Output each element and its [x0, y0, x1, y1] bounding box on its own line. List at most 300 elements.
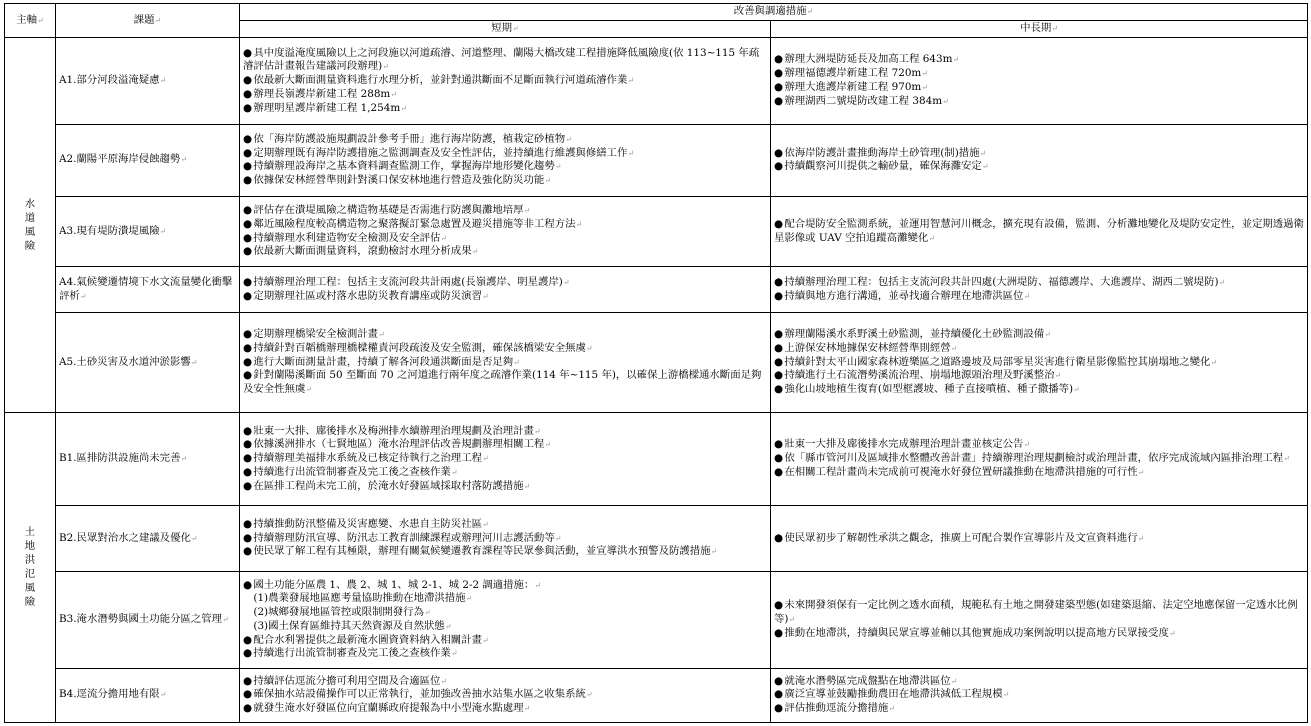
mid-long-term-measure-text: 辦理大洲堤防延長及加高工程 643m — [784, 53, 953, 66]
short-term-cell — [240, 572, 771, 669]
mid-long-term-cell — [771, 312, 1308, 413]
paragraph-mark-icon: ↵ — [710, 547, 718, 557]
bullet-icon: ● — [774, 702, 784, 715]
mid-long-term-cell — [771, 267, 1308, 312]
topic-cell — [56, 38, 240, 124]
paragraph-mark-icon: ↵ — [888, 704, 895, 714]
paragraph-mark-icon: ↵ — [1073, 385, 1080, 395]
paragraph-mark-icon: ↵ — [79, 291, 87, 301]
mid-long-term-measure-item — [774, 276, 1304, 290]
mid-long-term-measures-list — [774, 532, 1304, 546]
table-row — [5, 197, 1308, 267]
short-term-measures-list — [243, 518, 767, 559]
short-term-measure-text: 依「海岸防護設施規劃設計參考手冊」進行海岸防護，植栽定砂植物 — [253, 132, 566, 145]
mid-long-term-measure-text: 在相關工程計畫尚未完成前可視淹水好發位置研議推動在地滯洪措施的可行性 — [784, 465, 1138, 478]
axis-label: 水道風險 — [24, 197, 36, 252]
bullet-icon: ● — [243, 341, 253, 354]
mid-long-term-measure-item — [774, 438, 1304, 452]
paragraph-mark-icon: ↵ — [513, 357, 520, 367]
paragraph-mark-icon: ↵ — [1218, 277, 1226, 287]
bullet-icon: ● — [243, 328, 253, 341]
axis-cell — [5, 413, 56, 723]
mid-long-term-measure-text: 強化山坡地植生復育(如型框護坡、種子直接噴植、種子撒播等) — [784, 383, 1074, 396]
bullet-icon: ● — [774, 383, 784, 396]
short-term-measure-item — [243, 174, 767, 188]
short-term-measure-item — [243, 466, 767, 480]
topic-label: A4.氣候變遷情境下水文流量變化衝擊評析 — [59, 275, 233, 302]
short-term-measure-text: 定期辦理橋梁安全檢測計畫 — [253, 328, 379, 341]
mid-long-term-measure-text: 推動在地滯洪，持續與民眾宣導並輔以其他實施成功案例說明以提高地方民眾接受度 — [784, 626, 1169, 639]
short-term-measure-item — [243, 160, 767, 174]
topic-label: A3.現有堤防潰堤風險 — [59, 224, 160, 237]
paragraph-mark-icon: ↵ — [190, 533, 198, 543]
mid-long-term-measure-item — [774, 160, 1304, 174]
bullet-icon: ● — [243, 517, 253, 530]
short-term-measure-item — [243, 688, 767, 702]
paragraph-mark-icon: ↵ — [159, 226, 167, 236]
short-term-measure-text: 依最新大斷面測量資料，滾動檢討水理分析成果 — [253, 245, 472, 258]
paragraph-mark-icon: ↵ — [921, 69, 928, 79]
bullet-icon: ● — [774, 289, 784, 302]
mid-long-term-measure-text: 依「縣市管河川及區域排水整體改善計畫」持續辦理治理規劃檢討或治理計畫，依序完成流域內區排治理工程 — [784, 452, 1284, 465]
paragraph-mark-icon: ↵ — [562, 277, 570, 287]
paragraph-mark-icon: ↵ — [159, 76, 167, 86]
axis-header: 主軸↵ — [5, 4, 56, 38]
topic-cell — [56, 413, 240, 506]
table-row — [5, 38, 1308, 124]
mid-long-term-measure-item — [774, 383, 1304, 397]
bullet-icon: ● — [243, 578, 253, 591]
mid-long-term-cell — [771, 413, 1308, 506]
short-term-measure-item — [243, 452, 767, 466]
short-term-measure-text: 具中度溢淹度風險以上之河段施以河道疏濬、河道整理、蘭陽大橋改建工程措施降低風險度(依 113~115 年疏濬評估計畫報告建議河段辦理) — [243, 46, 760, 73]
short-term-measure-item — [243, 342, 767, 356]
short-term-measure-text: 國土功能分區農 1、農 2、城 1、城 2-1、城 2-2 調適措施： — [253, 578, 535, 591]
paragraph-mark-icon: ↵ — [565, 134, 572, 144]
topic-cell — [56, 197, 240, 267]
paragraph-mark-icon: ↵ — [1023, 291, 1031, 301]
bullet-icon: ● — [243, 101, 253, 114]
paragraph-mark-icon: ↵ — [952, 55, 960, 65]
mid-long-term-cell — [771, 124, 1308, 196]
short-term-measure-text: 確保抽水站設備操作可以正常執行，並加強改善抽水站集水區之收集系統 — [253, 688, 586, 701]
paragraph-mark-icon: ↵ — [523, 206, 531, 216]
paragraph-mark-icon: ↵ — [928, 233, 935, 243]
bullet-icon: ● — [774, 674, 784, 687]
short-term-measure-item — [243, 592, 767, 606]
paragraph-mark-icon: ↵ — [950, 676, 958, 686]
bullet-icon: ● — [243, 479, 253, 492]
mid-long-term-measures-list — [774, 53, 1304, 108]
topic-label: B2.民眾對治水之建議及優化 — [59, 531, 191, 544]
mid-long-term-measure-text: 使民眾初步了解韌性承洪之觀念，推廣上可配合製作宣導影片及文宣資料進行 — [784, 531, 1138, 544]
table-row — [5, 505, 1308, 571]
short-term-measure-text: (2)城鄉發展地區管控或限制開發行為 — [253, 606, 424, 619]
bullet-icon: ● — [243, 369, 253, 382]
bullet-icon: ● — [243, 245, 253, 258]
paragraph-mark-icon: ↵ — [180, 155, 188, 165]
bullet-icon: ● — [243, 74, 253, 87]
mid-long-term-measures-list — [774, 438, 1304, 479]
bullet-icon: ● — [774, 341, 784, 354]
short-term-cell — [240, 267, 771, 312]
paragraph-mark-icon: ↵ — [481, 454, 489, 464]
bullet-icon: ● — [243, 702, 253, 715]
bullet-icon: ● — [243, 46, 253, 59]
paragraph-mark-icon: ↵ — [450, 649, 458, 659]
mid-long-term-measure-item — [774, 627, 1304, 641]
paragraph-mark-icon: ↵ — [180, 454, 188, 464]
short-term-measure-item — [243, 74, 767, 88]
short-term-measure-item — [243, 328, 767, 342]
mid-long-term-measure-item — [774, 95, 1304, 109]
bullet-icon: ● — [243, 204, 253, 217]
paragraph-mark-icon: ↵ — [450, 467, 458, 477]
paragraph-mark-icon: ↵ — [979, 148, 987, 158]
paragraph-mark-icon: ↵ — [585, 343, 593, 353]
short-term-cell — [240, 413, 771, 506]
mid-long-term-measure-text: 依海岸防護計畫推動海岸土砂管理(制)措施 — [784, 146, 980, 159]
bullet-icon: ● — [243, 289, 253, 302]
mid-long-term-measure-text: 持續辦理治理工程：包括主支流河段共計四處(大洲堤防、福德護岸、大進護岸、湖西二號堤防) — [784, 275, 1219, 288]
short-term-measure-item — [243, 102, 767, 116]
short-term-measures-list — [243, 204, 767, 259]
mid-long-term-measure-item — [774, 147, 1304, 161]
paragraph-mark-icon: ↵ — [423, 608, 431, 618]
bullet-icon: ● — [774, 160, 784, 173]
paragraph-mark-icon: ↵ — [400, 103, 407, 113]
short-term-measure-item — [243, 290, 767, 304]
mid-long-term-measure-text: 上游保安林地據保安林經營準則經營 — [784, 341, 951, 354]
topic-cell — [56, 267, 240, 312]
paragraph-mark-icon: ↵ — [1210, 357, 1218, 367]
measures-header: 改善與調適措施↵ — [240, 4, 1308, 21]
mid-long-term-measure-item — [774, 81, 1304, 95]
paragraph-mark-icon: ↵ — [554, 162, 562, 172]
short-term-measure-item — [243, 438, 767, 452]
short-term-measure-text: 持續評估逕流分擔可利用空間及合適區位 — [253, 674, 441, 687]
short-term-measure-text: 就發生淹水好發區位向宜蘭縣政府提報為中小型淹水點處理 — [253, 702, 524, 715]
short-term-measure-text: 針對蘭陽溪斷面 50 至斷面 70 之河道進行兩年度之疏濬作業(114 年~115 年)，以確保上游橋樑通水斷面足夠及安全性無虞 — [243, 369, 762, 396]
mid-long-term-measure-text: 持續進行土石流潛勢溪流治理、崩塌地源頭治理及野溪整治 — [784, 369, 1055, 382]
topic-cell — [56, 505, 240, 571]
paragraph-mark-icon: ↵ — [544, 440, 552, 450]
mid-long-term-measures-list — [774, 218, 1304, 245]
short-term-measures-list — [243, 425, 767, 494]
paragraph-mark-icon: ↵ — [523, 481, 531, 491]
paragraph-mark-icon: ↵ — [378, 330, 385, 340]
short-term-cell — [240, 38, 771, 124]
short-term-cell — [240, 197, 771, 267]
bullet-icon: ● — [243, 465, 253, 478]
short-term-cell — [240, 668, 771, 722]
short-term-measure-text: 依最新大斷面測量資料進行水理分析，並針對通洪斷面不足斷面執行河道疏濬作業 — [253, 74, 628, 87]
short-term-cell — [240, 505, 771, 571]
short-term-measure-item — [243, 218, 767, 232]
mid-long-term-measure-text: 辦理福德護岸新建工程 720m — [784, 67, 922, 80]
short-term-measures-list — [243, 133, 767, 188]
bullet-icon: ● — [243, 174, 253, 187]
short-term-measures-list — [243, 47, 767, 116]
table-row — [5, 668, 1308, 722]
short-term-measure-text: 使民眾了解工程有其極限，辦理有關氣候變遷教育課程等民眾參與活動，並宣導洪水預警及防護措施 — [253, 545, 711, 558]
paragraph-mark-icon: ↵ — [1137, 467, 1145, 477]
bullet-icon: ● — [243, 688, 253, 701]
paragraph-mark-icon: ↵ — [585, 690, 593, 700]
short-term-measure-item — [243, 369, 767, 396]
mid-long-term-measure-item — [774, 342, 1304, 356]
bullet-icon: ● — [774, 599, 784, 612]
mid-long-term-measure-text: 持續針對太平山國家森林遊樂區之道路邊坡及局部零星災害進行衛星影像監控其崩塌地之變化 — [784, 355, 1211, 368]
paragraph-mark-icon: ↵ — [981, 162, 989, 172]
topic-label: A5.土砂災害及水道沖淤影響 — [59, 355, 191, 368]
topic-cell — [56, 312, 240, 413]
short-term-measure-item — [243, 702, 767, 716]
adaptation-measures-table — [4, 3, 1308, 723]
mid-long-term-measure-item — [774, 290, 1304, 304]
topic-label: A1.部分河段溢淹疑慮 — [59, 74, 160, 87]
short-term-measure-item — [243, 647, 767, 661]
paragraph-mark-icon: ↵ — [534, 580, 542, 590]
paragraph-mark-icon: ↵ — [190, 357, 198, 367]
paragraph-mark-icon: ↵ — [627, 76, 635, 86]
bullet-icon: ● — [774, 218, 784, 230]
paragraph-mark-icon: ↵ — [481, 635, 489, 645]
paragraph-mark-icon: ↵ — [942, 96, 949, 106]
bullet-icon: ● — [243, 146, 253, 159]
bullet-icon: ● — [243, 438, 253, 451]
short-term-measure-item — [243, 356, 767, 370]
short-term-measure-text: 持續針對百韜橋辦理橋樑權責河段疏浚及安全監測，確保該橋梁安全無虞 — [253, 341, 586, 354]
mid-long-term-measures-list — [774, 675, 1304, 716]
short-term-measure-text: 持續辦理水利建造物安全檢測及安全評估 — [253, 231, 441, 244]
short-term-measure-text: 持續推動防汛整備及災害應變、水患自主防災社區 — [253, 517, 482, 530]
bullet-icon: ● — [243, 531, 253, 544]
mid-long-term-measure-text: 壯東一大排及廍後排水完成辦理治理計畫並核定公告 — [784, 438, 1024, 451]
bullet-icon: ● — [243, 231, 253, 244]
paragraph-mark-icon: ↵ — [1137, 533, 1145, 543]
mid-long-term-measure-text: 未來開發須保有一定比例之透水面積，規範私有土地之開發建築型態(如建築退縮、法定空地應保留一定透水比例等) — [774, 599, 1298, 625]
table-row — [5, 267, 1308, 312]
short-term-measure-text: 持續辦理美福排水系統及已核定待執行之治理工程 — [253, 452, 482, 465]
short-term-measure-text: 定期辦理既有海岸防護措施之監測調查及安全性評估，並持續進行維護與修繕工作 — [253, 146, 628, 159]
paragraph-mark-icon: ↵ — [471, 247, 479, 257]
bullet-icon: ● — [243, 275, 253, 288]
axis-cell — [5, 38, 56, 413]
mid-long-term-measures-list — [774, 599, 1304, 640]
mid-long-term-measure-item — [774, 369, 1304, 383]
mid-long-term-measure-item — [774, 702, 1304, 716]
mid-long-term-measure-text: 配合堤防安全監測系統，並運用智慧河川概念，擴充現有設備，監測、分析灘地變化及堤防安定性，並定期透過衛星影像或 UAV 空拍追蹤高灘變化 — [774, 218, 1304, 244]
paragraph-mark-icon: ↵ — [481, 519, 489, 529]
paragraph-mark-icon: ↵ — [950, 343, 958, 353]
short-term-measure-text: 在區排工程尚未完工前，於淹水好發區域採取村落防護措施 — [253, 479, 524, 492]
short-term-measure-item — [243, 245, 767, 259]
bullet-icon: ● — [774, 531, 784, 544]
mid-long-term-measure-item — [774, 356, 1304, 370]
mid-long-term-measure-item — [774, 688, 1304, 702]
short-term-measure-text: 持續進行出流管制審查及完工後之查核作業 — [253, 465, 451, 478]
short-term-measure-item — [243, 204, 767, 218]
mid-long-term-measure-text: 辦理蘭陽溪水系野溪土砂監測，並持續優化土砂監測設備 — [784, 328, 1045, 341]
short-term-measures-list — [243, 675, 767, 716]
short-term-measure-text: (3)國土保育區維持其天然資源及自然狀態 — [253, 619, 445, 632]
mid-long-term-measure-item — [774, 218, 1304, 245]
mid-long-term-measure-item — [774, 466, 1304, 480]
paragraph-mark-icon: ↵ — [1044, 330, 1051, 340]
short-term-measure-item — [243, 425, 767, 439]
paragraph-mark-icon: ↵ — [554, 533, 562, 543]
short-term-measure-item — [243, 232, 767, 246]
short-term-measure-text: 辦理長嶺護岸新建工程 288m — [253, 87, 391, 100]
short-term-measure-item — [243, 545, 767, 559]
bullet-icon: ● — [774, 465, 784, 478]
short-term-measures-list — [243, 276, 767, 303]
mid-long-term-cell — [771, 197, 1308, 267]
short-term-measure-item — [243, 532, 767, 546]
bullet-icon: ● — [774, 146, 784, 159]
short-term-measure-text: 依據溪洲排水（七賢地區）淹水治理評估改善規劃辦理相關工程 — [253, 438, 545, 451]
short-term-measure-item — [243, 133, 767, 147]
paragraph-mark-icon: ↵ — [444, 621, 452, 631]
bullet-icon: ● — [243, 452, 253, 465]
mid-long-term-measure-text: 評估推動逕流分擔措施 — [784, 702, 889, 715]
mid-long-term-measure-text: 持續觀察河川提供之輸砂量，確保海灘安定 — [784, 160, 982, 173]
mid-long-term-measures-list — [774, 276, 1304, 303]
short-term-measure-item — [243, 634, 767, 648]
short-term-measures-list — [243, 579, 767, 661]
axis-label: 土地洪氾風險 — [24, 526, 36, 609]
paragraph-mark-icon: ↵ — [788, 614, 796, 624]
bullet-icon: ● — [243, 674, 253, 687]
paragraph-mark-icon: ↵ — [523, 704, 531, 714]
bullet-icon: ● — [243, 132, 253, 145]
topic-label: B3.淹水潛勢與國土功能分區之管理 — [59, 612, 223, 625]
paragraph-mark-icon: ↵ — [1002, 690, 1010, 700]
mid-long-term-measure-item — [774, 53, 1304, 67]
mid-long-term-measure-text: 廣泛宣導並鼓勵推動農田在地滯洪減低工程規模 — [784, 688, 1003, 701]
short-term-measure-item — [243, 606, 767, 620]
paragraph-mark-icon: ↵ — [1054, 371, 1062, 381]
paragraph-mark-icon: ↵ — [544, 176, 552, 186]
bullet-icon: ● — [774, 688, 784, 701]
bullet-icon: ● — [243, 647, 253, 660]
paragraph-mark-icon: ↵ — [921, 82, 928, 92]
short-term-measure-item — [243, 480, 767, 494]
topic-label: B1.區排防洪設施尚未完善 — [59, 452, 181, 465]
bullet-icon: ● — [774, 328, 784, 341]
paragraph-mark-icon: ↵ — [1168, 628, 1176, 638]
bullet-icon: ● — [243, 424, 253, 437]
paragraph-mark-icon: ↵ — [440, 676, 448, 686]
paragraph-mark-icon: ↵ — [390, 89, 397, 99]
bullet-icon: ● — [774, 53, 784, 66]
short-term-measure-text: (1)農業發展地區應考量協助推動在地滯洪措施 — [253, 592, 466, 605]
paragraph-mark-icon: ↵ — [533, 426, 541, 436]
mid-long-term-cell — [771, 38, 1308, 124]
bullet-icon: ● — [774, 355, 784, 368]
short-term-measure-item — [243, 620, 767, 634]
paragraph-mark-icon: ↵ — [1023, 440, 1031, 450]
paragraph-mark-icon: ↵ — [222, 614, 229, 624]
short-term-measure-text: 持續辦理防汛宣導、防汛志工教育訓練課程或辦理河川志護活動等 — [253, 531, 555, 544]
short-term-measure-text: 鄰近風險程度較高構造物之聚落擬訂緊急處置及避災措施等非工程方法 — [253, 218, 576, 230]
bullet-icon: ● — [243, 545, 253, 558]
short-term-cell — [240, 312, 771, 413]
bullet-icon: ● — [243, 355, 253, 368]
mid-long-term-measure-text: 就淹水潛勢區完成盤點在地滯洪區位 — [784, 674, 951, 687]
mid-long-term-measure-item — [774, 599, 1304, 626]
table-row — [5, 572, 1308, 669]
paragraph-mark-icon: ↵ — [382, 62, 389, 72]
mid-long-term-measure-item — [774, 675, 1304, 689]
topic-cell — [56, 124, 240, 196]
table-row — [5, 312, 1308, 413]
mid-long-term-cell — [771, 668, 1308, 722]
bullet-icon: ● — [774, 67, 784, 80]
paragraph-mark-icon: ↵ — [575, 220, 583, 229]
paragraph-mark-icon: ↵ — [305, 385, 313, 395]
short-term-measure-text: 辦理明星護岸新建工程 1,254m — [253, 101, 401, 114]
short-term-measure-text: 配合水利署提供之最新淹水圖資資料納入相關計畫 — [253, 633, 482, 646]
paragraph-mark-icon: ↵ — [1283, 454, 1290, 464]
topic-label: A2.蘭陽平原海岸侵蝕趨勢 — [59, 153, 181, 166]
mid-long-term-cell — [771, 505, 1308, 571]
topic-label: B4.逕流分擔用地有限 — [59, 688, 160, 701]
short-term-measure-text: 進行大斷面測量計畫，持續了解各河段通洪斷面是否足夠 — [253, 355, 514, 368]
bullet-icon: ● — [774, 438, 784, 451]
short-term-cell — [240, 124, 771, 196]
short-term-measure-item — [243, 88, 767, 102]
paragraph-mark-icon: ↵ — [481, 291, 489, 301]
table-row — [5, 413, 1308, 506]
mid-long-term-measure-text: 持續與地方進行溝通，並尋找適合辦理在地滯洪區位 — [784, 289, 1024, 302]
bullet-icon: ● — [774, 275, 784, 288]
bullet-icon: ● — [774, 94, 784, 107]
short-term-measure-item — [243, 675, 767, 689]
mid-long-term-measure-item — [774, 328, 1304, 342]
short-term-measure-item — [243, 147, 767, 161]
bullet-icon: ● — [243, 218, 253, 230]
topic-header: 課題↵ — [56, 4, 240, 38]
bullet-icon: ● — [243, 87, 253, 100]
short-term-measure-item — [243, 47, 767, 74]
bullet-icon: ● — [774, 80, 784, 93]
bullet-icon: ● — [774, 452, 784, 465]
mid-long-term-header: 中長期↵ — [771, 21, 1308, 38]
bullet-icon: ● — [243, 160, 253, 173]
mid-long-term-measures-list — [774, 147, 1304, 174]
mid-long-term-measure-item — [774, 452, 1304, 466]
mid-long-term-measure-item — [774, 67, 1304, 81]
paragraph-mark-icon: ↵ — [465, 594, 473, 604]
short-term-measure-text: 評估存在潰堤風險之構造物基礎是否需進行防護與灘地培厚 — [253, 204, 524, 217]
short-term-measure-text: 壯東一大排、廍後排水及梅洲排水續辦理治理規劃及治理計畫 — [253, 424, 534, 437]
short-term-header: 短期↵ — [240, 21, 771, 38]
mid-long-term-measure-text: 辦理大進護岸新建工程 970m — [784, 80, 922, 93]
topic-cell — [56, 668, 240, 722]
short-term-measure-item — [243, 579, 767, 593]
bullet-icon: ● — [243, 633, 253, 646]
topic-cell — [56, 572, 240, 669]
paragraph-mark-icon: ↵ — [440, 233, 448, 243]
short-term-measure-item — [243, 518, 767, 532]
bullet-icon: ● — [774, 626, 784, 639]
mid-long-term-measure-item — [774, 532, 1304, 546]
short-term-measure-text: 持續進行出流管制審查及完工後之查核作業 — [253, 647, 451, 660]
mid-long-term-measure-text: 辦理湖西二號堤防改建工程 384m — [784, 94, 943, 107]
mid-long-term-measures-list — [774, 328, 1304, 397]
